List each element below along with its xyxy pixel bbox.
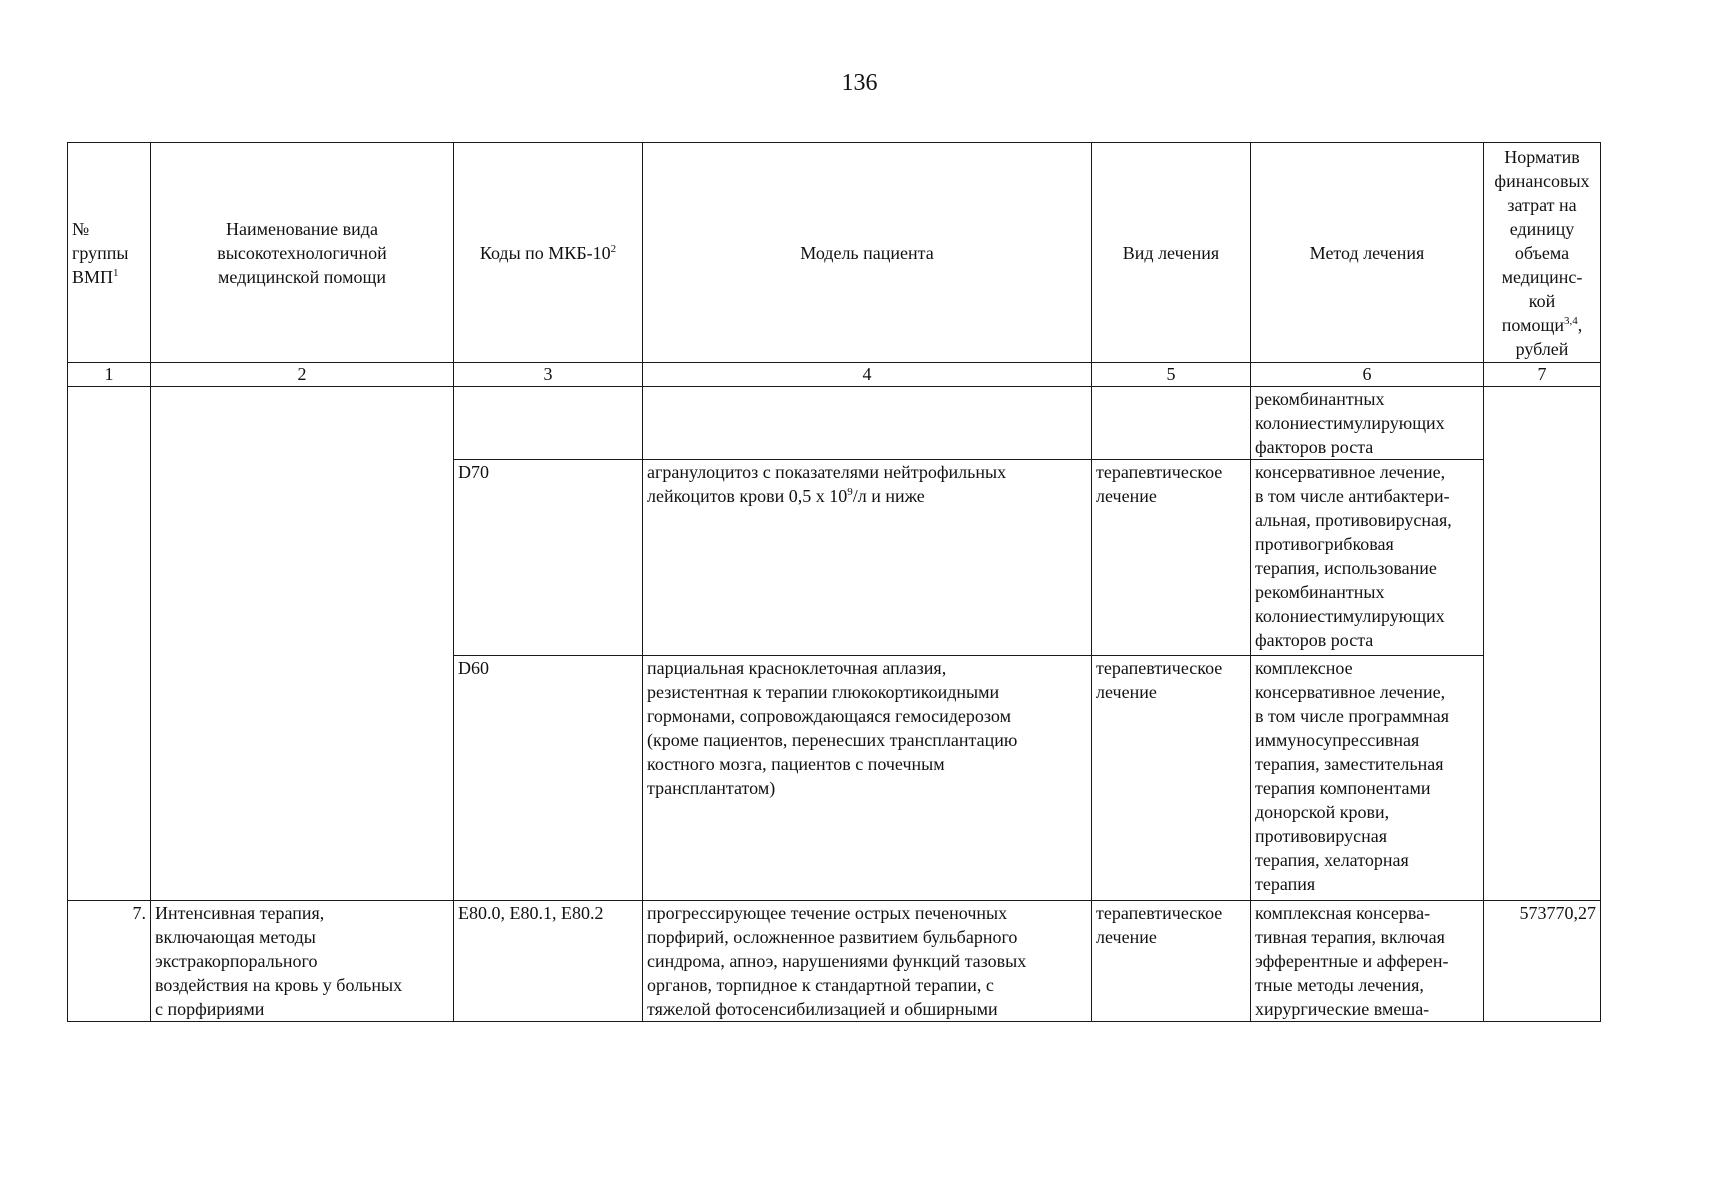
care-type-name-cell: Интенсивная терапия, включающая методы экстракорпорального воздействия на кровь у больных с порфириями — [151, 901, 454, 1022]
icd-code-cell: E80.0, E80.1, E80.2 — [454, 901, 643, 1022]
treatment-type-cell — [1092, 387, 1251, 460]
header-icd-codes: Коды по МКБ-$10^2$ — [454, 143, 643, 363]
treatment-type-cell: терапевтическое лечение — [1092, 460, 1251, 656]
column-number: 1 — [68, 363, 151, 387]
cost-cell: 573770,27 — [1484, 901, 1601, 1022]
page-number: 136 — [841, 70, 878, 96]
patient-model-cell — [643, 387, 1092, 460]
header-patient-model: Модель пациента — [643, 143, 1092, 363]
column-number-row — [68, 363, 1601, 387]
column-number: 4 — [643, 363, 1092, 387]
column-number: 6 — [1251, 363, 1484, 387]
group-number-cell — [68, 387, 151, 901]
column-number: 5 — [1092, 363, 1251, 387]
vmp-table — [67, 142, 1601, 1022]
header-treatment-type: Вид лечения — [1092, 143, 1251, 363]
cost-cell — [1484, 387, 1601, 901]
header-cost-standard: Норматив финансовых затрат на единицу объема медицинс- кой помощи$^{3,4}$, рублей — [1484, 143, 1601, 363]
header-treatment-method: Метод лечения — [1251, 143, 1484, 363]
column-number: 7 — [1484, 363, 1601, 387]
table-row — [68, 387, 1601, 460]
treatment-method-cell: рекомбинантных колониестимулирующих факторов роста — [1251, 387, 1484, 460]
header-care-type-name: Наименование вида высокотехнологичной медицинской помощи — [151, 143, 454, 363]
icd-code-cell — [454, 387, 643, 460]
header-group-number: № группы ВМП$^1$ — [68, 143, 151, 363]
treatment-type-cell: терапевтическое лечение — [1092, 656, 1251, 901]
treatment-method-cell: консервативное лечение, в том числе антибактери- альная, противовирусная, противогрибковая терапия, использование рекомбинантных колониестимулирующих факторов роста — [1251, 460, 1484, 656]
group-number-cell: 7. — [68, 901, 151, 1022]
treatment-method-cell: комплексное консервативное лечение, в том числе программная иммуносупрессивная терапия, заместительная терапия компонентами донорской крови, противовирусная терапия, хелаторная терапия — [1251, 656, 1484, 901]
care-type-name-cell — [151, 387, 454, 901]
treatment-method-cell: комплексная консерва- тивная терапия, включая эфферентные и афферен- тные методы лечения, хирургические вмеша- — [1251, 901, 1484, 1022]
column-number: 2 — [151, 363, 454, 387]
icd-code-cell: D70 — [454, 460, 643, 656]
table-header-row — [68, 143, 1601, 363]
icd-code-cell: D60 — [454, 656, 643, 901]
treatment-type-cell: терапевтическое лечение — [1092, 901, 1251, 1022]
patient-model-cell: прогрессирующее течение острых печеночных порфирий, осложненное развитием бульбарного синдрома, апноэ, нарушениями функций тазовых органов, торпидное к стандартной терапии, с тяжелой фотосенсибилизацией и обширными — [643, 901, 1092, 1022]
patient-model-cell: парциальная красноклеточная аплазия, резистентная к терапии глюкокортикоидными гормонами, сопровождающаяся гемосидерозом (кроме пациентов, перенесших трансплантацию костного мозга, пациентов с почечным трансплантатом) — [643, 656, 1092, 901]
column-number: 3 — [454, 363, 643, 387]
patient-model-cell: агранулоцитоз с показателями нейтрофильных лейкоцитов крови 0,5 х $10^9/л$ и ниже — [643, 460, 1092, 656]
table-row — [68, 901, 1601, 1022]
